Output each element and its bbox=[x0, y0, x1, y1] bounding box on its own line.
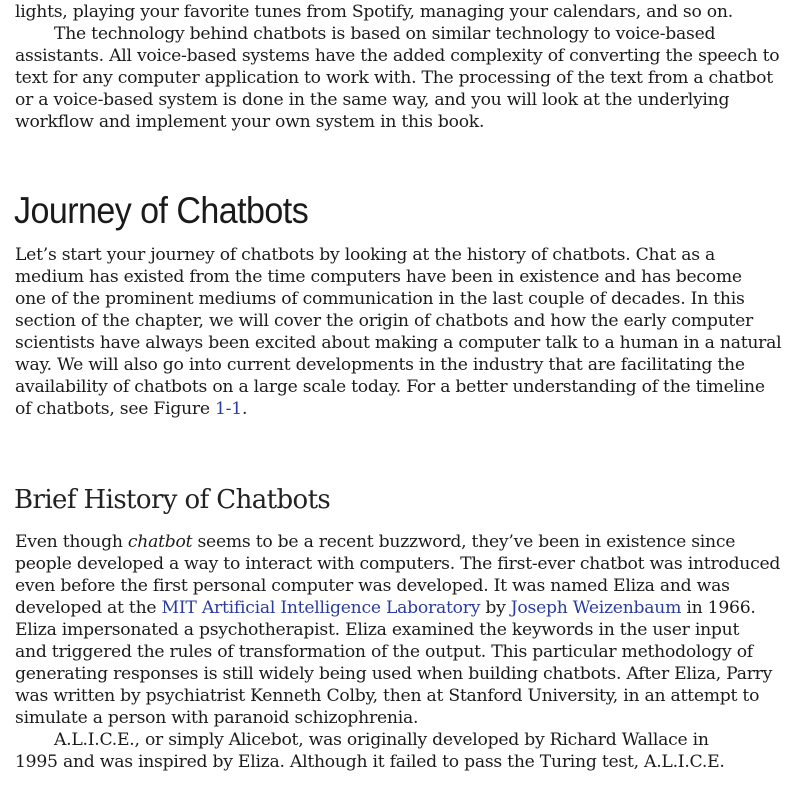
paragraph-line: workflow and implement your own system in this book. bbox=[15, 112, 485, 132]
text-run: seems to be a recent buzzword, they’ve been in existence since bbox=[192, 532, 736, 552]
paragraph-line: availability of chatbots on a large scale today. For a better understanding of the timeline bbox=[15, 377, 765, 397]
paragraph-line: and triggered the rules of transformation of the output. This particular methodology of bbox=[15, 642, 753, 662]
paragraph-line: one of the prominent mediums of communication in the last couple of decades. In this bbox=[15, 289, 745, 309]
paragraph-line: was written by psychiatrist Kenneth Colby, then at Stanford University, in an attempt to bbox=[15, 686, 760, 706]
paragraph-line: way. We will also go into current developments in the industry that are facilitating the bbox=[15, 355, 745, 375]
section-heading-journey: Journey of Chatbots bbox=[14, 190, 309, 231]
weizenbaum-link[interactable]: Joseph Weizenbaum bbox=[510, 598, 682, 618]
paragraph-line: simulate a person with paranoid schizophrenia. bbox=[15, 708, 419, 728]
paragraph-line: scientists have always been excited about making a computer talk to a human in a natural bbox=[15, 333, 782, 353]
paragraph-line: people developed a way to interact with computers. The first-ever chatbot was introduced bbox=[15, 554, 781, 574]
paragraph-line: even before the first personal computer was developed. It was named Eliza and was bbox=[15, 576, 730, 596]
paragraph-line: section of the chapter, we will cover the origin of chatbots and how the early computer bbox=[15, 311, 753, 331]
mit-ai-lab-link[interactable]: MIT Artificial Intelligence Laboratory bbox=[161, 598, 481, 618]
emphasis-term: chatbot bbox=[127, 532, 193, 552]
text-run: . bbox=[241, 399, 248, 419]
paragraph-line: text for any computer application to work with. The processing of the text from a chatbot bbox=[15, 68, 773, 88]
paragraph-line: The technology behind chatbots is based on similar technology to voice-based bbox=[54, 24, 716, 44]
paragraph-line bbox=[15, 597, 756, 619]
paragraph-line: or a voice-based system is done in the same way, and you will look at the underlying bbox=[15, 90, 730, 110]
paragraph-line bbox=[15, 531, 735, 553]
paragraph-line: Eliza impersonated a psychotherapist. Eliza examined the keywords in the user input bbox=[15, 620, 740, 640]
text-run: in 1966. bbox=[681, 598, 756, 618]
paragraph-line: 1995 and was inspired by Eliza. Although it failed to pass the Turing test, A.L.I.C.E. bbox=[15, 752, 725, 772]
figure-link[interactable]: 1-1 bbox=[215, 399, 242, 419]
text-run: developed at the bbox=[15, 598, 162, 618]
paragraph-line: medium has existed from the time computers have been in existence and has become bbox=[15, 267, 742, 287]
text-run: of chatbots, see Figure bbox=[15, 399, 215, 419]
paragraph-line: assistants. All voice-based systems have the added complexity of converting the speech to bbox=[15, 46, 780, 66]
text-run: Even though bbox=[15, 532, 128, 552]
text-run: by bbox=[480, 598, 511, 618]
subsection-heading-history: Brief History of Chatbots bbox=[14, 485, 331, 515]
paragraph-line: lights, playing your favorite tunes from Spotify, managing your calendars, and so on. bbox=[15, 2, 733, 22]
paragraph-line: Let’s start your journey of chatbots by looking at the history of chatbots. Chat as a bbox=[15, 245, 716, 265]
paragraph-line bbox=[15, 398, 247, 420]
paragraph-line: A.L.I.C.E., or simply Alicebot, was originally developed by Richard Wallace in bbox=[54, 730, 709, 750]
paragraph-line: generating responses is still widely being used when building chatbots. After Eliza, Parry bbox=[15, 664, 773, 684]
